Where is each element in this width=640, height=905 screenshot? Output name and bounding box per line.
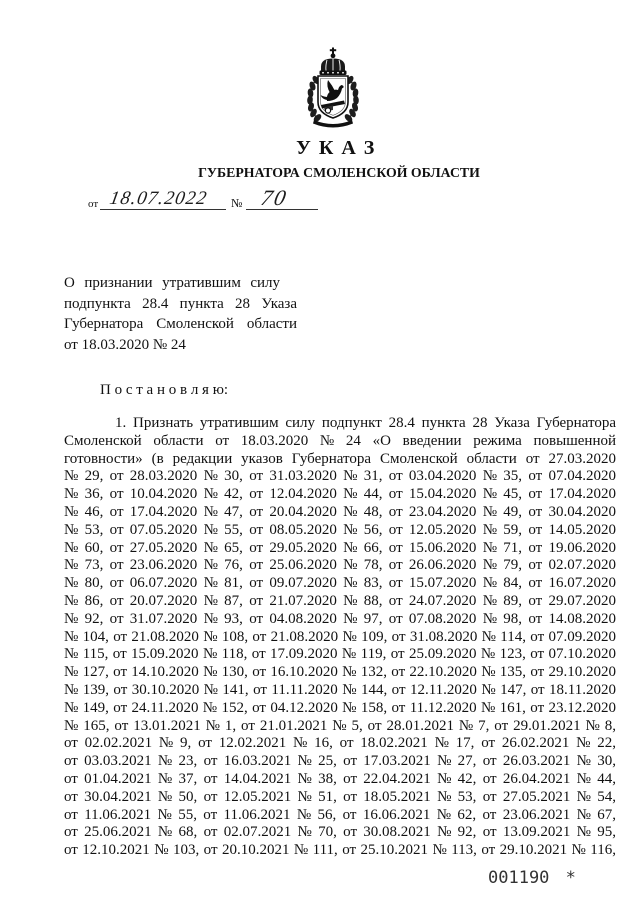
decree-subject-line: Губернатора Смоленской области [64,316,297,333]
coat-of-arms-icon [300,47,366,129]
clause-line: 1. Признать утратившим силу подпункт 28.4 пункта 28 Указа Губернатора [115,415,616,431]
clause-line: № 115, от 15.09.2020 № 118, от 17.09.2020 № 119, от 25.09.2020 № 123, от 07.10.2020 [64,646,616,663]
issuer-title: ГУБЕРНАТОРА СМОЛЕНСКОЙ ОБЛАСТИ [198,165,480,180]
crown-pearl [322,72,324,74]
clause-line: от 25.06.2021 № 68, от 02.07.2021 № 70, от 30.08.2021 № 92, от 13.09.2021 № 95, [64,824,616,841]
crown-cross-horizontal [330,49,336,51]
ribbon-icon [313,120,353,128]
clause-line: № 139, от 30.10.2020 № 141, от 11.11.2020 № 144, от 12.11.2020 № 147, от 18.11.2020 [64,681,616,698]
clause-line: от 11.06.2021 № 55, от 11.06.2021 № 56, от 16.06.2021 № 62, от 23.06.2021 № 67, [64,806,616,823]
clause-line: № 73, от 23.06.2020 № 76, от 25.06.2020 № 78, от 26.06.2020 № 79, от 02.07.2020 [64,557,616,574]
clause-line: от 02.02.2021 № 9, от 12.02.2021 № 16, от 18.02.2021 № 17, от 26.02.2021 № 22, [64,735,616,752]
clause-line: № 86, от 20.07.2020 № 87, от 21.07.2020 № 88, от 24.07.2020 № 89, от 29.07.2020 [64,592,616,609]
decree-subject-line: подпункта 28.4 пункта 28 Указа [64,295,297,312]
crown-icon [320,48,347,76]
decree-clause [64,415,616,860]
clause-line: готовности» (в редакции указов Губернатора Смоленской области от 27.03.2020 [64,450,616,467]
coat-of-arms-emblem [300,47,366,129]
clause-line: № 53, от 07.05.2020 № 55, от 08.05.2020 № 56, от 12.05.2020 № 59, от 14.05.2020 [64,521,616,538]
crown-pearl [342,72,344,74]
clause-line: № 46, от 17.04.2020 № 47, от 20.04.2020 № 48, от 23.04.2020 № 49, от 30.04.2020 [64,503,616,520]
clause-line: № 149, от 24.11.2020 № 152, от 04.12.2020 № 158, от 11.12.2020 № 161, от 23.12.2020 [64,699,616,716]
number-label: № [231,196,243,210]
clause-line: № 92, от 31.07.2020 № 93, от 04.08.2020 № 97, от 07.08.2020 № 98, от 14.08.2020 [64,610,616,627]
clause-line: от 01.04.2021 № 37, от 14.04.2021 № 38, от 22.04.2021 № 42, от 26.04.2021 № 44, [64,770,616,787]
decree-title: У К А З [296,137,376,159]
clause-line: от 30.04.2021 № 50, от 12.05.2021 № 51, от 18.05.2021 № 53, от 27.05.2021 № 54, [64,788,616,805]
date-label: от [88,198,99,210]
clause-line: № 104, от 21.08.2020 № 108, от 21.08.2020 № 109, от 31.08.2020 № 114, от 07.09.2020 [64,628,616,645]
clause-line: № 165, от 13.01.2021 № 1, от 21.01.2021 № 5, от 28.01.2021 № 7, от 29.01.2021 № 8, [64,717,616,734]
clause-line: Смоленской области от 18.03.2020 № 24 «О введении режима повышенной [64,432,616,449]
clause-line: № 60, от 27.05.2020 № 65, от 29.05.2020 № 66, от 15.06.2020 № 71, от 19.06.2020 [64,539,616,556]
clause-line: от 03.03.2021 № 23, от 16.03.2021 № 25, от 17.03.2021 № 27, от 26.03.2021 № 30, [64,753,616,770]
clause-line: № 29, от 28.03.2020 № 30, от 31.03.2020 № 31, от 03.04.2020 № 35, от 07.04.2020 [64,468,616,485]
crown-orb [331,53,336,58]
decree-subject-line: от 18.03.2020 № 24 [64,337,186,354]
serial-number: 001190 * [488,868,576,888]
clause-line: от 12.10.2021 № 103, от 20.10.2021 № 111, от 25.10.2021 № 113, от 29.10.2021 № 116, [64,842,616,859]
crown-pearl [337,72,339,74]
date-value-handwritten: 18.07.2022 [108,188,210,209]
crown-pearl [332,72,334,74]
resolve-heading: П о с т а н о в л я ю: [100,382,229,398]
date-underline [100,209,226,210]
decree-subject [64,273,297,356]
clause-line: № 36, от 10.04.2020 № 42, от 12.04.2020 № 44, от 15.04.2020 № 45, от 17.04.2020 [64,486,616,503]
crown-pearl [327,72,329,74]
cannon-wheel [325,108,330,113]
clause-line: № 127, от 14.10.2020 № 130, от 16.10.2020 № 132, от 22.10.2020 № 135, от 29.10.2020 [64,664,616,681]
number-value-handwritten: 70 [258,185,291,210]
clause-line: № 80, от 06.07.2020 № 81, от 09.07.2020 № 83, от 15.07.2020 № 84, от 16.07.2020 [64,575,616,592]
decree-subject-line: О признании утратившим силу [64,275,280,291]
